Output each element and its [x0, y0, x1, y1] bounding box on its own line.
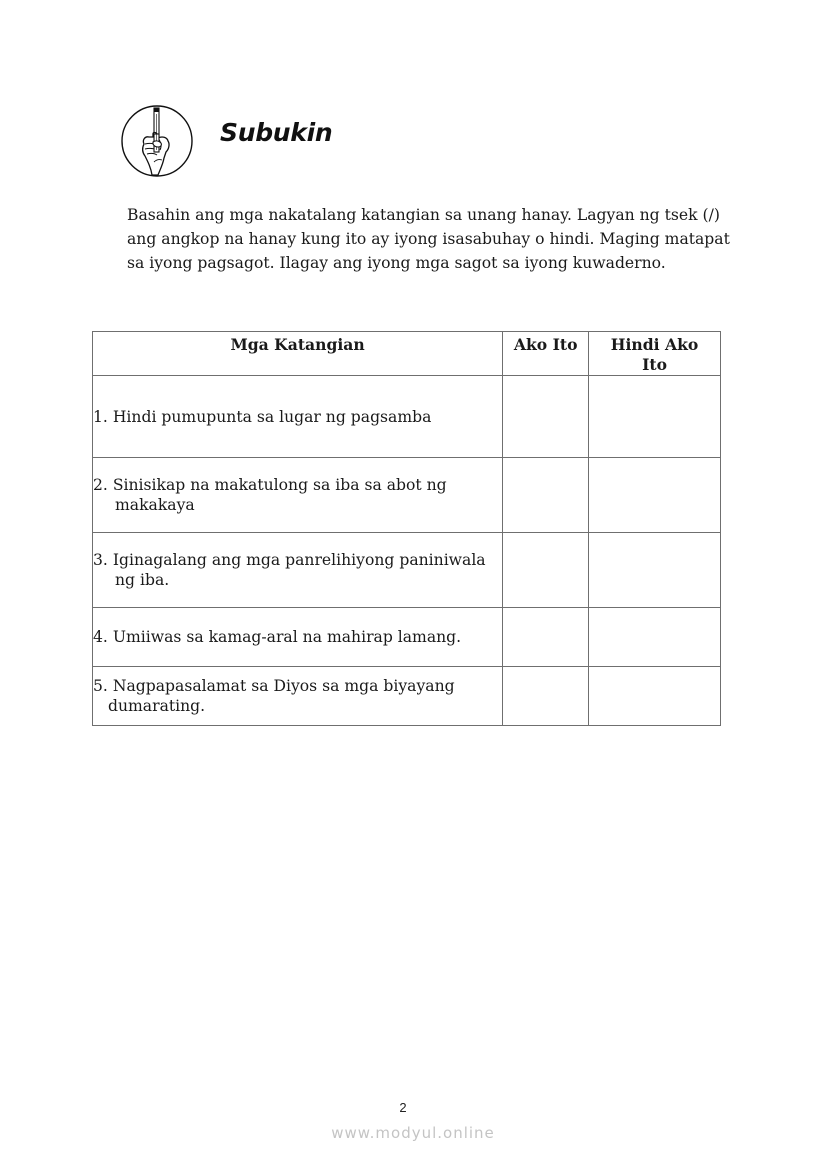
header-traits: Mga Katangian [93, 332, 503, 376]
hindi-ako-ito-answer-cell[interactable] [589, 667, 721, 726]
hindi-ako-ito-answer-cell[interactable] [589, 458, 721, 533]
hindi-ako-ito-answer-cell[interactable] [589, 533, 721, 608]
table-row [93, 667, 721, 726]
hand-holding-pencil-icon [120, 104, 194, 178]
instructions-paragraph: Basahin ang mga nakatalang katangian sa unang hanay. Lagyan ng tsek (/) ang angkop na hanay kung ito ay iyong isasabuhay o hindi. Maging matapat sa iyong pagsagot. Ilagay ang iyong mga sagot sa iyong kuwaderno. [127, 206, 730, 272]
table-row [93, 533, 721, 608]
trait-text: 5. Nagpapasalamat sa Diyos sa mga biyayang dumarating. [93, 677, 455, 715]
trait-cell [93, 458, 503, 533]
hindi-ako-ito-answer-cell[interactable] [589, 376, 721, 458]
trait-cell [93, 376, 503, 458]
trait-checklist-table [92, 331, 721, 726]
ako-ito-answer-cell[interactable] [503, 667, 589, 726]
trait-cell [93, 533, 503, 608]
table-row [93, 376, 721, 458]
header-ako-ito: Ako Ito [503, 332, 589, 376]
trait-text: 4. Umiiwas sa kamag-aral na mahirap lamang. [93, 628, 462, 646]
table-header-row [93, 332, 721, 376]
page-number: 2 [399, 1100, 407, 1115]
table-row [93, 608, 721, 667]
trait-cell [93, 667, 503, 726]
section-title: Subukin [220, 118, 333, 147]
ako-ito-answer-cell[interactable] [503, 458, 589, 533]
trait-text: 3. Iginagalang ang mga panrelihiyong paniniwala ng iba. [93, 551, 486, 589]
hindi-ako-ito-answer-cell[interactable] [589, 608, 721, 667]
trait-text: 1. Hindi pumupunta sa lugar ng pagsamba [93, 407, 432, 426]
trait-cell [93, 608, 503, 667]
watermark: www.modyul.online [331, 1124, 495, 1142]
table-row [93, 458, 721, 533]
ako-ito-answer-cell[interactable] [503, 608, 589, 667]
header-hindi-ako-ito: Hindi Ako Ito [589, 332, 721, 376]
ako-ito-answer-cell[interactable] [503, 376, 589, 458]
trait-text: 2. Sinisikap na makatulong sa iba sa abot ng makakaya [93, 476, 447, 514]
ako-ito-answer-cell[interactable] [503, 533, 589, 608]
